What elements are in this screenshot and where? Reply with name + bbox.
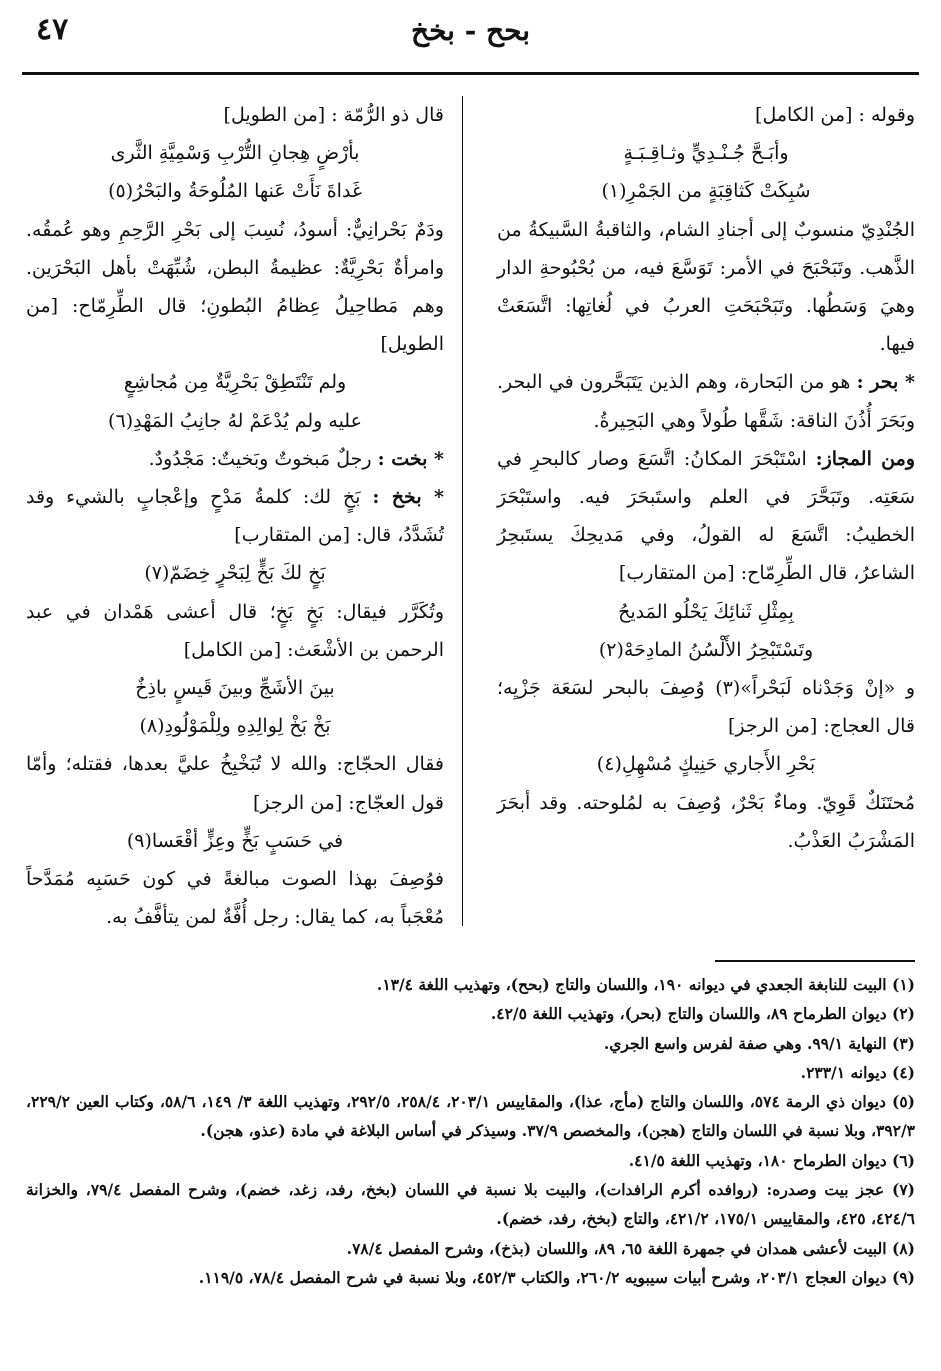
- verse-line: بَخْ بَخْ لِوالِدِهِ ولِلْمَوْلُودِ(٨): [139, 715, 331, 738]
- right-column: [497, 96, 915, 860]
- footnote: (٨) البيت لأعشى همدان في جمهرة اللغة ٦٥، ٨٩، واللسان (بذخ)، وشرح المفصل ٧٨/٤.: [346, 1238, 915, 1258]
- footnote: (٣) النهاية ٩٩/١. وهي صفة لفرس واسع الجري.: [603, 1033, 915, 1053]
- left-column: [26, 96, 444, 936]
- paragraph: ودَمٌ بَحْرانِيٌّ: أسودُ، نُسِبَ إلى بَحْرِ الرَّحِمِ وهو عُمقُه. وامرأةٌ بَحْرِيَّةٌ: عظيمةُ البطن، شُبِّهَتْ بأهل البَحْرَين. وهم مَطاحِيلُ عِظامُ البُطونِ؛ قال الطِّرِمّاح: [من الطويل]: [26, 218, 444, 356]
- verse-line: بَخٍ لكَ بَخٍّ لِبَحْرٍ خِضَمّ(٧): [144, 562, 326, 585]
- verse-line: بِمِثْلِ ثَنائِكَ يَحْلُو المَديحُ: [618, 600, 794, 623]
- footnote: (٧) عجز بيت وصدره: (روافده أكرم الرافدات)، والبيت بلا نسبة في اللسان (بخخ، رفد، زغد، خضم)، وشرح المفصل ٧٩/٤، والخزانة ٤٢٤/٦، ٤٢٥، والمقاييس ١٧٥/١، ٤٢١/٢، والتاج (بخخ، رفد، خضم).: [26, 1180, 916, 1229]
- entry-text: اسْتَبْحَرَ المكانُ: اتَّسَعَ وصار كالبحرِ في سَعَتِه. وتَبَحَّرَ في العلم واستَبحَرَ فيه. واستَبْحَرَ الخطيبُ: اتَّسَعَ له القولُ، وفي مَديحِكَ يستَبحِرُ الشاعرُ، قال الطِّرِمّاح: [من المتقارب]: [497, 447, 915, 585]
- dictionary-entry: [26, 478, 444, 554]
- verse-line: غَداةَ نَأَتْ عَنها المُلُوحَةُ والبَحْرُ(٥): [108, 180, 362, 203]
- footnote: (٦) ديوان الطرماح ١٨٠، وتهذيب اللغة ٤١/٥.: [628, 1150, 915, 1170]
- paragraph: فقال الحجّاج: والله لا تُبَخْبِخُ عليَّ بعدها، فقتله؛ وأمّا قول العجّاج: [من الرجز]: [26, 753, 444, 814]
- paragraph: وقوله : [من الكامل]: [755, 104, 915, 126]
- dictionary-entry: [497, 440, 915, 593]
- paragraph: مُحتَنَكٌ قَوِيّ. وماءٌ بَحْرٌ، وُصِفَ به لمُلوحته. وقد أبحَرَ المَشْرَبُ العَذْبُ.: [497, 791, 915, 852]
- paragraph: وتُكَرَّر فيقال: بَخٍ بَخٍ؛ قال أعشى هَمْدان في عبد الرحمن بن الأشْعَث: [من الكامل]: [26, 600, 444, 661]
- verse-line: وأبَـحَّ جُـنْـدِيٍّ وثـاقِـبَـةٍ: [623, 142, 789, 165]
- footnote: (١) البيت للنابغة الجعدي في ديوانه ١٩٠، واللسان والتاج (بحح)، وتهذيب اللغة ١٣/٤.: [376, 975, 915, 994]
- verse-line: سُبِكَتْ كَثاقِبَةٍ من الجَمْرِ(١): [601, 180, 811, 203]
- footnote-rule: [715, 960, 915, 962]
- verse-line: بأرْضٍ هِجانِ التُّرْبِ وَسْمِيَّةِ الثَّرى: [110, 142, 360, 165]
- paragraph: الجُنْدِيّ منسوبٌ إلى أجنادِ الشام، والثاقبةُ السَّبيكةُ من الذَّهب. وتَبَحْبَحَ في الأمر: تَوَسَّعَ فيه، من بُحْبُوحةِ الدار وهيَ وَسَطُها. وتَبَحْبَحَتِ العربُ في لُغاتِها: اتَّسَعَتْ فيها.: [497, 218, 915, 356]
- paragraph: و «إنْ وَجَدْناه لَبَحْراً»(٣) وُصِفَ بالبحر لسَعَة جَزْيِه؛ قال العجاج: [من الرجز]: [497, 677, 915, 738]
- verse-line: بَحْرِ الأَجاري حَنِيكٍ مُسْهِلِ(٤): [596, 753, 816, 776]
- column-divider: [462, 96, 463, 926]
- entry-text: هو من البَحارة، وهم الذين يَتَبَحَّرون في البحر. وبَحَرَ أُذُنَ الناقة: شَقَّها طُولاً وهي البَحِيرةُ.: [497, 371, 915, 432]
- dictionary-entry: [497, 363, 915, 439]
- footnote: (٢) ديوان الطرماح ٨٩، واللسان والتاج (بحر)، وتهذيب اللغة ٤٢/٥.: [490, 1004, 915, 1024]
- running-head: بحح - بخخ: [411, 14, 530, 47]
- verse-line: في حَسَبٍ بَخٍّ وعِزٍّ أقْعَسا(٩): [126, 829, 344, 852]
- entry-headword: * بخخ :: [372, 486, 444, 509]
- verse-line: وتَسْتَبْحِرُ الأَلْسُنُ المادِحَهْ(٢): [598, 638, 814, 661]
- header-rule: [22, 72, 919, 75]
- entry-headword: * بخت :: [377, 447, 444, 470]
- paragraph: فوُصِفَ بهذا الصوت مبالغةً في كون حَسَبِه مُمَدَّحاً مُعْجَباً به، كما يقال: رجل أُفَّةٌ لمن يتأفَّفُ به.: [26, 868, 444, 929]
- footnotes: [26, 970, 915, 1292]
- entry-headword: * بحر :: [856, 371, 915, 394]
- entry-text: رجلٌ مَبخوتٌ وبَخيتٌ: مَجْدُودٌ.: [148, 447, 372, 470]
- verse-line: ولم تَنْتَطِقْ بَحْرِيَّةٌ مِن مُجاشِعٍ: [123, 371, 347, 394]
- footnote: (٥) ديوان ذي الرمة ٥٧٤، واللسان والتاج (مأج، عذا)، والمقاييس ٢٠٣/١، ٢٥٨/٤، ٢٩٢/٥، وتهذيب اللغة ٣/ ١٤٩، ٥٨/٦، وكتاب العين ٢٢٩/٢، ٣٩٢/٣، وبلا نسبة في اللسان والتاج (هجن)، والمخصص ٣٧/٩. وسيذكر في أساس البلاغة في مادة (عذو، هجن).: [26, 1092, 915, 1141]
- verse-line: عليه ولم يُدْعَمْ لهُ جانِبُ المَهْدِ(٦): [108, 409, 362, 432]
- footnote: (٤) ديوانه ٢٣٣/١.: [800, 1062, 915, 1082]
- paragraph: قال ذو الرُّمّة : [من الطويل]: [223, 104, 444, 126]
- dictionary-entry: [26, 440, 444, 478]
- footnote: (٩) ديوان العجاج ٢٠٣/١، وشرح أبيات سيبويه ٢٦٠/٢، والكتاب ٤٥٢/٣، وبلا نسبة في شرح المفصل ٧٨/٤، ١١٩/٥.: [198, 1267, 915, 1287]
- entry-headword: ومن المجاز:: [815, 447, 916, 470]
- verse-line: بينَ الأشَجِّ وبينَ قَيسٍ باذِخٌ: [135, 677, 335, 700]
- entry-text: بَخٍ لك: كلمةُ مَدْحٍ وإعْجابٍ بالشيء وقد تُشَدَّدُ، قال: [من المتقارب]: [26, 486, 444, 547]
- page-number: ٤٧: [36, 12, 69, 47]
